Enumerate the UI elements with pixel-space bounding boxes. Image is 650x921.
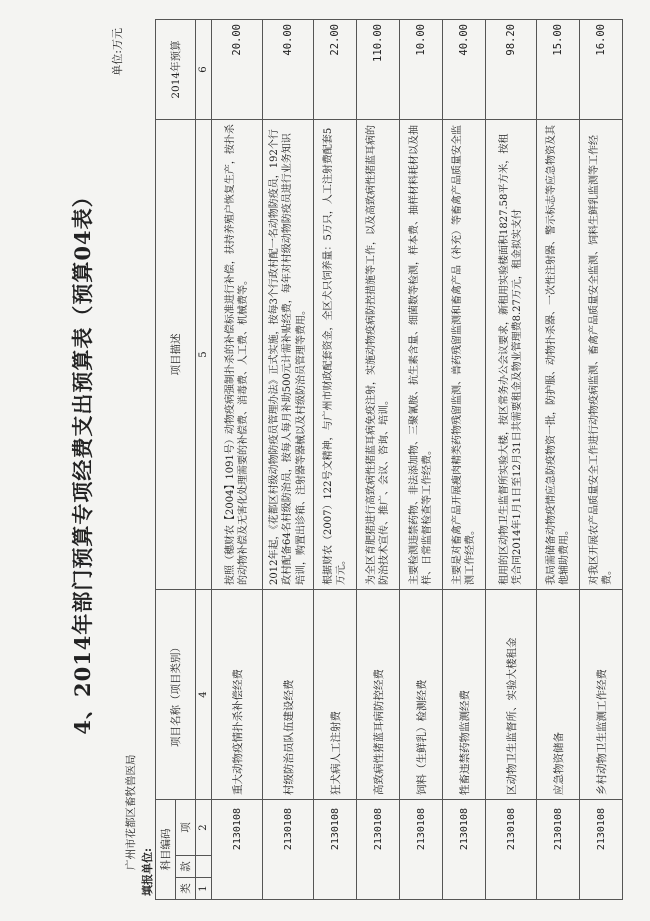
project-name-cell: 区动物卫生监督所、实验大楼租金 <box>486 590 537 800</box>
budget-amount-cell: 16.00 <box>580 20 623 120</box>
subject-code-cell: 2130108 <box>537 800 580 900</box>
budget-amount-cell: 40.00 <box>263 20 314 120</box>
budget-table <box>155 19 623 900</box>
budget-amount-cell: 98.20 <box>486 20 537 120</box>
project-desc-cell: 根据财农（2007）122号文精神，与广州市财政配套资金，全区犬只饲养量：5万只，人工注射费配套5万元。 <box>314 120 357 590</box>
project-desc-cell: 主要检测违禁药物、非法添加物、三聚氰胺、抗生素含量、细菌数等检测，样本费、抽样材料耗材以及抽样、日常监督检查等工作经费。 <box>400 120 443 590</box>
kuan-header: 款 <box>176 856 196 878</box>
agency-name: 广州市花都区畜牧兽医局 <box>125 754 137 870</box>
project-name-cell: 乡村动物卫生监测工作经费 <box>580 590 623 800</box>
project-name-cell: 村级防治员队伍建设经费 <box>263 590 314 800</box>
xiang-header: 项 <box>176 800 196 856</box>
project-desc-header: 项目描述 <box>156 120 196 590</box>
index-cell: 5 <box>196 120 212 590</box>
index-cell: 6 <box>196 20 212 120</box>
project-name-cell: 重大动物疫情扑杀补偿经费 <box>212 590 263 800</box>
table-row <box>443 20 486 900</box>
document-title: 4、2014年部门预算专项经费支出预算表（预算04表） <box>70 185 95 735</box>
index-cell: 1 <box>196 878 212 900</box>
project-name-cell: 狂犬病人工注射费 <box>314 590 357 800</box>
filler-label: 填报单位: <box>141 847 154 896</box>
header-row-1 <box>156 20 176 900</box>
budget-amount-cell: 10.00 <box>400 20 443 120</box>
project-name-header: 项目名称（项目类别） <box>156 590 196 800</box>
project-desc-cell: 对我区开展农产品质量安全工作进行动物疫病监测、畜禽产品质量安全监测、饲料生鲜乳监测等工作经费。 <box>580 120 623 590</box>
project-desc-cell: 主要是对畜禽产品开展瘦肉精类药物残留监测、兽药残留监测和畜禽产品（补充）等畜禽产品质量安全监测工作经费。 <box>443 120 486 590</box>
budget-header: 2014年预算 <box>156 20 196 120</box>
budget-amount-cell: 15.00 <box>537 20 580 120</box>
project-name-cell: 牲畜违禁药物监测经费 <box>443 590 486 800</box>
subject-code-cell: 2130108 <box>580 800 623 900</box>
subject-code-cell: 2130108 <box>314 800 357 900</box>
subject-code-cell: 2130108 <box>357 800 400 900</box>
index-row <box>196 20 212 900</box>
project-desc-cell: 为全区育肥猪进行高致病性猪蓝耳病免疫注射，实施动物疫病防控措施等工作，以及高致病性猪蓝耳病的防治技术宣传、推广、会议、咨询、培训。 <box>357 120 400 590</box>
lei-header: 类 <box>176 878 196 900</box>
subject-code-cell: 2130108 <box>263 800 314 900</box>
budget-amount-cell: 20.00 <box>212 20 263 120</box>
table-row <box>486 20 537 900</box>
unit-note: 单位:万元 <box>111 28 124 76</box>
table-row <box>580 20 623 900</box>
subject-code-cell: 2130108 <box>486 800 537 900</box>
rotated-budget-sheet <box>57 20 617 900</box>
table-row <box>400 20 443 900</box>
project-name-cell: 应急物资储备 <box>537 590 580 800</box>
table-row <box>263 20 314 900</box>
subject-code-header: 科目编码 <box>156 800 176 900</box>
project-desc-cell: 2012年起，《花都区村级动物防疫员管理办法》正式实施，按每3个行政村配一名动物防疫员，192个行政村配备64名村级防治员，按每人每月补助500元计需补贴经费，每年对村级动物防疫员进行业务知识培训，购置出诊箱、注射器等器械以及村级防治员管理等费用。 <box>263 120 314 590</box>
project-name-cell: 饲料（生鲜乳）检测经费 <box>400 590 443 800</box>
budget-amount-cell: 110.00 <box>357 20 400 120</box>
project-desc-cell: 我局需储备动物疫情应急防疫物资一批，防护服、动物扑杀器、一次性注射器、警示标志等应急物资及其他辅助费用。 <box>537 120 580 590</box>
project-desc-cell: 租用的区动物卫生监督所实验大楼，按区常务办公会议要求，新租用实验楼面积1827.58平方米，按租凭合同2014年1月1日至12月31日共需要租金及物业管理费8.27万元，租金拟实支付 <box>486 120 537 590</box>
table-row <box>314 20 357 900</box>
subject-code-cell: 2130108 <box>443 800 486 900</box>
subject-code-cell: 2130108 <box>212 800 263 900</box>
project-desc-cell: 按照（穗财农【2004】1091号）动物疫病强制扑杀的补偿标准进行补偿，扶持养殖户恢复生产，按扑杀的动物补偿及无害化处理需要的补偿费、消毒费、人工费、机械费等。 <box>212 120 263 590</box>
table-row <box>537 20 580 900</box>
subject-code-cell: 2130108 <box>400 800 443 900</box>
index-cell: 4 <box>196 590 212 800</box>
table-row <box>357 20 400 900</box>
project-name-cell: 高致病性猪蓝耳病防控经费 <box>357 590 400 800</box>
budget-amount-cell: 40.00 <box>443 20 486 120</box>
index-cell: 2 <box>196 800 212 856</box>
budget-amount-cell: 22.00 <box>314 20 357 120</box>
table-row <box>212 20 263 900</box>
index-cell <box>196 856 212 878</box>
